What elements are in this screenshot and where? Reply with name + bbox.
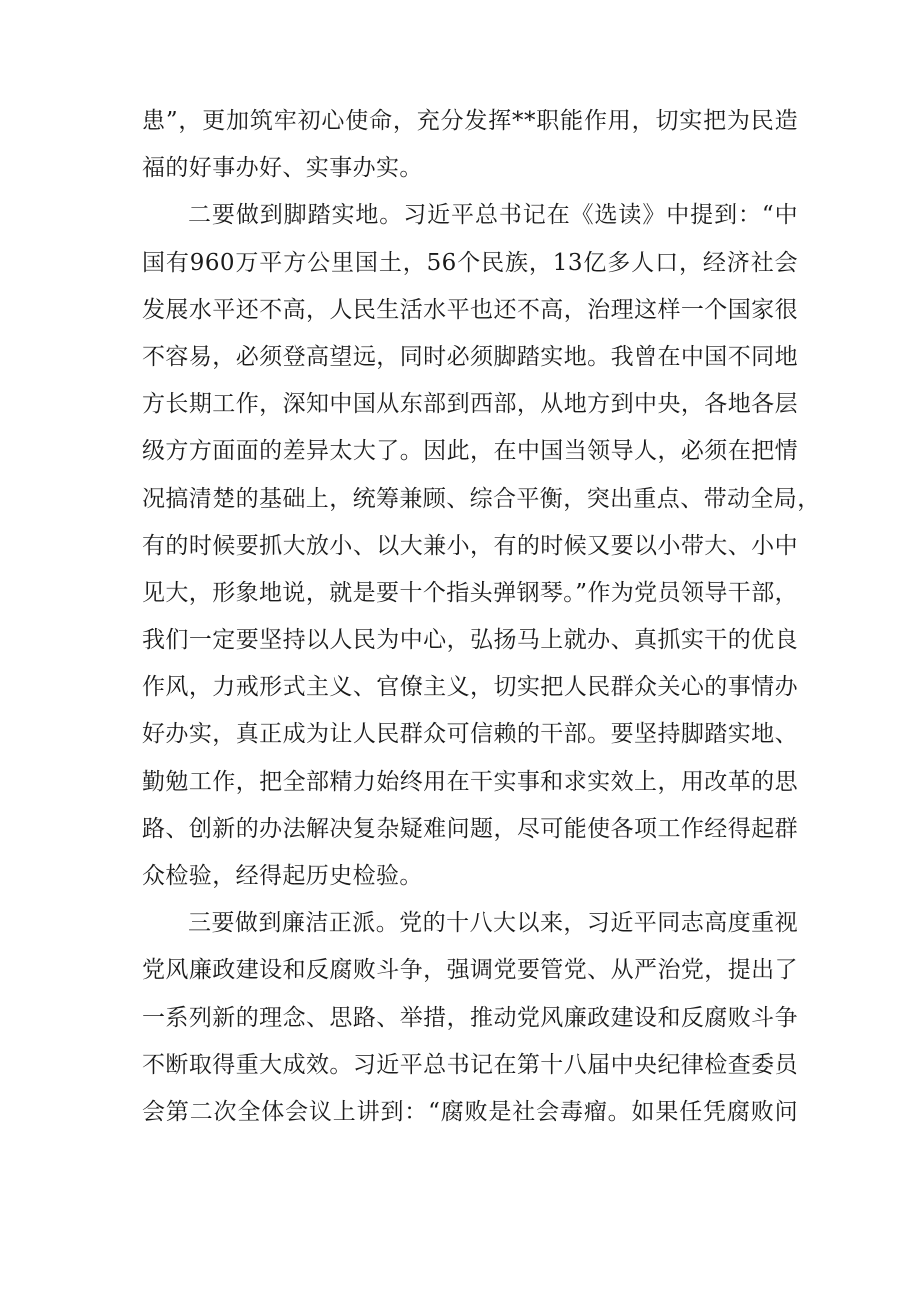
text-line: 况搞清楚的基础上，统筹兼顾、综合平衡，突出重点、带动全局， <box>142 485 821 512</box>
text-line: 发展水平还不高，人民生活水平也还不高，治理这样一个国家很 <box>142 296 798 323</box>
text-line: 作风，力戒形式主义、官僚主义，切实把人民群众关心的事情办 <box>142 674 798 701</box>
text-line: 会第二次全体会议上讲到：“腐败是社会毒瘤。如果任凭腐败问 <box>142 1098 798 1125</box>
text-line: 我们一定要坚持以人民为中心，弘扬马上就办、真抓实干的优良 <box>142 627 798 654</box>
text-line: 方长期工作，深知中国从东部到西部，从地方到中央，各地各层 <box>142 391 798 418</box>
text-line: 三要做到廉洁正派。党的十八大以来，习近平同志高度重视 <box>188 910 798 937</box>
text-line: 级方方面面的差异太大了。因此，在中国当领导人，必须在把情 <box>142 438 798 465</box>
text-line: 有的时候要抓大放小、以大兼小，有的时候又要以小带大、小中 <box>142 532 798 559</box>
text-line: 福的好事办好、实事办实。 <box>142 155 423 182</box>
text-line: 不容易，必须登高望远，同时必须脚踏实地。我曾在中国不同地 <box>142 343 798 370</box>
text-line: 患”，更加筑牢初心使命，充分发挥**职能作用，切实把为民造 <box>142 108 798 134</box>
text-line: 不断取得重大成效。习近平总书记在第十八届中央纪律检查委员 <box>142 1051 798 1078</box>
text-line: 党风廉政建设和反腐败斗争，强调党要管党、从严治党，提出了 <box>142 957 798 984</box>
text-line: 见大，形象地说，就是要十个指头弹钢琴。”作为党员领导干部， <box>142 579 798 606</box>
text-line: 国有960万平方公里国土，56个民族，13亿多人口，经济社会 <box>142 249 798 276</box>
text-line: 二要做到脚踏实地。习近平总书记在《选读》中提到：“中 <box>188 202 798 229</box>
text-line: 路、创新的办法解决复杂疑难问题，尽可能使各项工作经得起群 <box>142 815 798 842</box>
text-line: 勤勉工作，把全部精力始终用在干实事和求实效上，用改革的思 <box>142 768 798 795</box>
text-line: 一系列新的理念、思路、举措，推动党风廉政建设和反腐败斗争 <box>142 1004 798 1031</box>
text-line: 众检验，经得起历史检验。 <box>142 863 423 889</box>
document-body-text <box>142 98 821 1136</box>
text-line: 好办实，真正成为让人民群众可信赖的干部。要坚持脚踏实地、 <box>142 721 798 748</box>
